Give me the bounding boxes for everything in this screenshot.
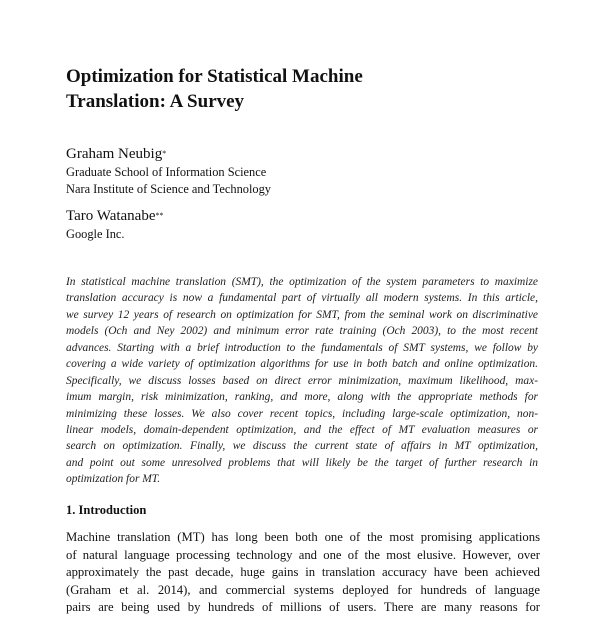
body-line: of natural language processing technology and one of the most elusive. However, over: [66, 547, 540, 562]
abstract-line: advances. Starting with a brief introduction to the fundamentals of SMT systems, we follow by: [66, 341, 538, 354]
author-block-watanabe: [66, 207, 536, 243]
author-name: [66, 145, 536, 164]
author-footnote-mark: *: [162, 149, 167, 158]
body-line: (Graham et al. 2014), and commercial systems deployed for hundreds of language: [66, 582, 540, 597]
author-affiliation: Nara Institute of Science and Technology: [66, 182, 272, 196]
abstract-line: and point out some unresolved problems that will likely be the target of further research in: [66, 456, 538, 469]
abstract-line: imum margin, risk minimization, ranking, and more, along with the appropriate methods for: [66, 391, 538, 404]
author-name: [66, 207, 536, 226]
title-line-2: Translation: A Survey: [66, 91, 245, 112]
abstract-line: minimizing these losses. We also cover recent topics, including large-scale optimization, non-: [66, 407, 538, 420]
abstract-line: Specifically, we discuss losses based on direct error minimization, maximum likelihood, max-: [66, 374, 538, 387]
author-affiliation: Google Inc.: [66, 227, 125, 241]
abstract-line: we survey 12 years of research on optimization for SMT, from the seminal work on discriminative: [66, 308, 538, 321]
paper-title: [66, 64, 536, 114]
abstract-line: models (Och and Ney 2002) and minimum error rate training (Och 2003), to the most recent: [66, 325, 538, 338]
section-heading-introduction: 1. Introduction: [66, 503, 147, 517]
abstract-line: optimization for MT.: [66, 473, 161, 486]
introduction-paragraph: [66, 529, 540, 617]
title-line-1: Optimization for Statistical Machine: [66, 66, 363, 87]
body-line: approximately the past decade, huge gains in translation accuracy have been achieved: [66, 565, 540, 580]
author-name-text: Graham Neubig: [66, 146, 163, 162]
author-affiliation: Graduate School of Information Science: [66, 165, 267, 179]
body-line: pairs are being used by hundreds of millions of users. There are many reasons for: [66, 600, 540, 615]
abstract: [66, 274, 538, 488]
abstract-line: In statistical machine translation (SMT), the optimization of the system parameters to maximize: [66, 276, 538, 288]
author-footnote-mark: **: [155, 211, 164, 220]
abstract-line: linear models, domain-dependent optimization, and the effect of MT evaluation measures or: [66, 423, 538, 436]
body-line: Machine translation (MT) has long been both one of the most promising applications: [66, 530, 540, 544]
abstract-line: translation accuracy is now a fundamental part of virtually all modern systems. In this article,: [66, 292, 538, 305]
author-block-neubig: [66, 145, 536, 198]
abstract-line: covering a wide variety of optimization algorithms for use in both batch and online optimization.: [66, 358, 538, 371]
abstract-line: search on optimization. Finally, we discuss the current state of affairs in MT optimization,: [66, 440, 538, 453]
author-name-text: Taro Watanabe: [66, 208, 156, 224]
